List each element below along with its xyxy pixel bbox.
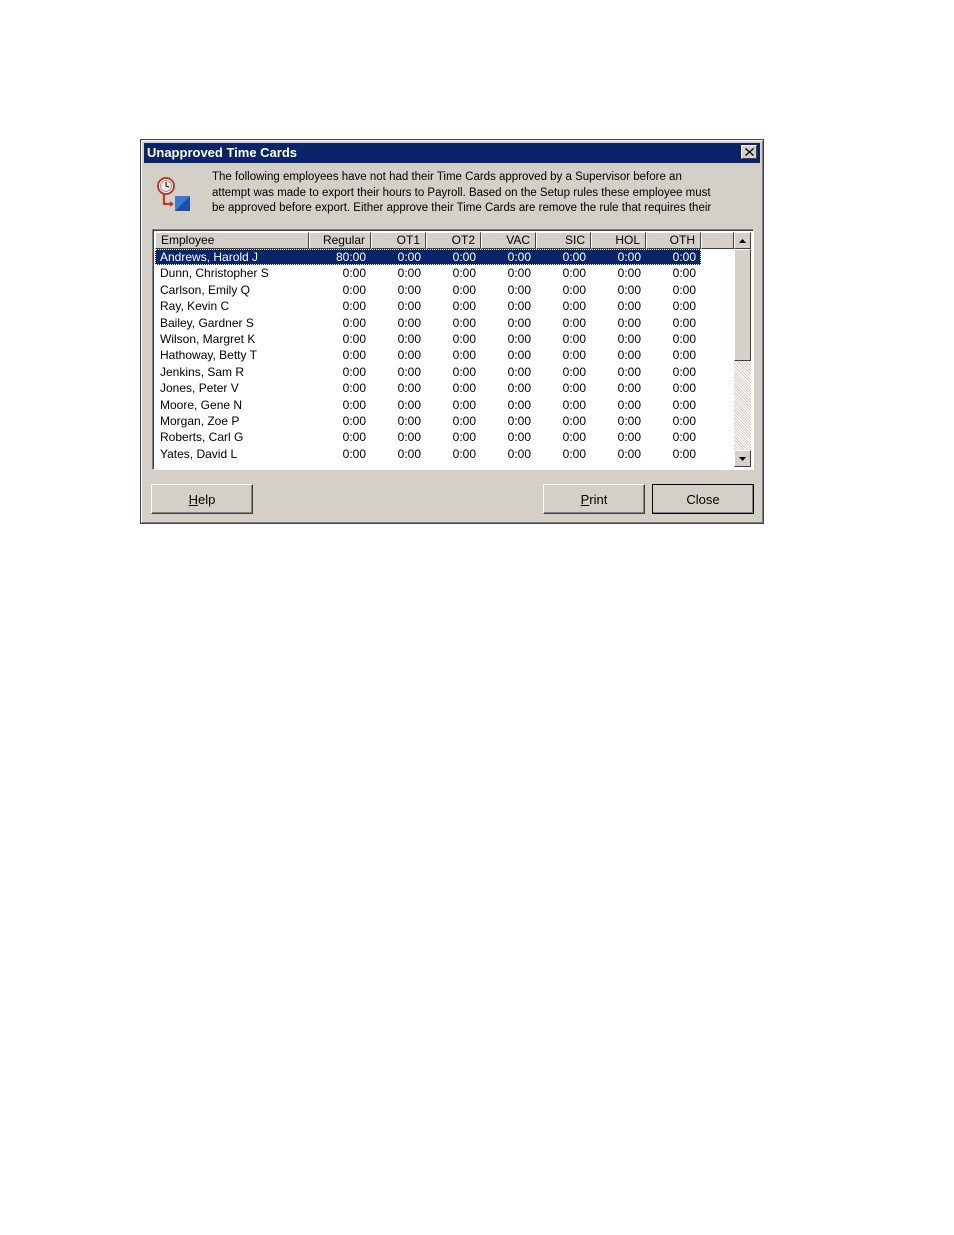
clock-export-icon [155,176,193,216]
hours-cell-vac: 0:00 [507,397,531,412]
column-header-ot1[interactable]: OT1 [371,232,426,249]
hours-cell-ot2: 0:00 [452,348,476,363]
hours-cell-ot2: 0:00 [452,413,476,428]
column-header-filler [701,232,734,249]
employee-hours-table[interactable] [152,229,754,470]
hours-cell-ot2: 0:00 [452,446,476,461]
hours-cell-sic: 0:00 [562,364,586,379]
hours-cell-ot1: 0:00 [397,364,421,379]
column-header-hol[interactable]: HOL [591,232,646,249]
help-label-rest: elp [198,491,216,507]
hours-cell-oth: 0:00 [672,250,696,264]
employee-name-cell: Bailey, Gardner S [160,315,254,330]
hours-cell-ot2: 0:00 [452,331,476,346]
hours-cell-vac: 0:00 [507,315,531,330]
hours-cell-ot2: 0:00 [452,315,476,330]
hours-cell-regular: 0:00 [342,430,366,445]
hours-cell-regular: 0:00 [342,299,366,314]
hours-cell-ot2: 0:00 [452,397,476,412]
scroll-up-arrow-icon [739,239,746,243]
hours-cell-ot1: 0:00 [397,446,421,461]
close-window-button[interactable] [741,145,757,159]
hours-cell-vac: 0:00 [507,299,531,314]
hours-cell-hol: 0:00 [617,430,641,445]
table-row[interactable] [155,315,701,331]
hours-cell-hol: 0:00 [617,315,641,330]
hours-cell-oth: 0:00 [672,446,696,461]
hours-cell-regular: 0:00 [342,364,366,379]
hours-cell-ot1: 0:00 [397,413,421,428]
hours-cell-ot2: 0:00 [452,266,476,281]
hours-cell-hol: 0:00 [617,413,641,428]
hours-cell-ot1: 0:00 [397,299,421,314]
table-row[interactable] [155,429,701,445]
message-line: The following employees have not had their Time Cards approved by a Supervisor before an [212,171,682,183]
hours-cell-ot2: 0:00 [452,430,476,445]
print-button[interactable] [543,484,645,514]
hours-cell-sic: 0:00 [562,446,586,461]
hours-cell-regular: 80:00 [335,250,366,264]
column-header-employee[interactable]: Employee [155,232,309,249]
hours-cell-hol: 0:00 [617,299,641,314]
hours-cell-regular: 0:00 [342,397,366,412]
hours-cell-hol: 0:00 [617,381,641,396]
table-row[interactable] [155,249,701,265]
hours-cell-ot1: 0:00 [397,315,421,330]
column-header-sic[interactable]: SIC [536,232,591,249]
employee-name-cell: Jones, Peter V [160,381,239,396]
help-mnemonic: H [188,491,199,507]
hours-cell-regular: 0:00 [342,315,366,330]
scroll-down-button[interactable] [734,450,751,467]
hours-cell-ot2: 0:00 [452,381,476,396]
hours-cell-oth: 0:00 [672,430,696,445]
hours-cell-ot1: 0:00 [397,348,421,363]
hours-cell-hol: 0:00 [617,397,641,412]
hours-cell-sic: 0:00 [562,413,586,428]
hours-cell-vac: 0:00 [507,381,531,396]
scrollbar-thumb[interactable] [734,249,751,361]
hours-cell-sic: 0:00 [562,299,586,314]
close-icon [745,148,754,156]
hours-cell-oth: 0:00 [672,266,696,281]
table-row[interactable] [155,397,701,413]
table-row[interactable] [155,298,701,314]
employee-name-cell: Andrews, Harold J [160,250,259,264]
hours-cell-vac: 0:00 [507,282,531,297]
hours-cell-regular: 0:00 [342,348,366,363]
hours-cell-hol: 0:00 [617,446,641,461]
message-line: attempt was made to export their hours to Payroll. Based on the Setup rules these employee must [212,186,711,199]
hours-cell-oth: 0:00 [672,299,696,314]
employee-name-cell: Yates, David L [160,446,238,461]
employee-name-cell: Jenkins, Sam R [160,364,245,379]
hours-cell-ot2: 0:00 [452,282,476,297]
hours-cell-vac: 0:00 [507,413,531,428]
print-label-rest: rint [589,491,608,507]
table-row[interactable] [155,446,701,462]
table-row[interactable] [155,364,701,380]
help-button[interactable] [151,484,253,514]
table-body [155,249,701,467]
hours-cell-ot2: 0:00 [452,364,476,379]
table-header [155,232,734,249]
hours-cell-regular: 0:00 [342,331,366,346]
hours-cell-sic: 0:00 [562,282,586,297]
hours-cell-hol: 0:00 [617,282,641,297]
hours-cell-ot1: 0:00 [397,381,421,396]
hours-cell-oth: 0:00 [672,413,696,428]
message-text [212,170,752,217]
scroll-down-arrow-icon [739,457,746,461]
hours-cell-vac: 0:00 [507,446,531,461]
hours-cell-vac: 0:00 [507,331,531,346]
hours-cell-hol: 0:00 [617,250,641,264]
hours-cell-regular: 0:00 [342,413,366,428]
employee-name-cell: Ray, Kevin C [160,299,230,314]
message-line: be approved before export. Either approve their Time Cards are remove the rule that requires their [212,202,712,214]
hours-cell-sic: 0:00 [562,348,586,363]
employee-name-cell: Morgan, Zoe P [160,413,240,428]
hours-cell-ot1: 0:00 [397,282,421,297]
print-mnemonic: P [580,491,590,507]
hours-cell-hol: 0:00 [617,348,641,363]
hours-cell-ot2: 0:00 [452,250,476,264]
hours-cell-ot1: 0:00 [397,430,421,445]
hours-cell-hol: 0:00 [617,364,641,379]
hours-cell-regular: 0:00 [342,446,366,461]
title-bar[interactable] [144,143,760,163]
hours-cell-sic: 0:00 [562,250,586,264]
hours-cell-hol: 0:00 [617,266,641,281]
hours-cell-oth: 0:00 [672,381,696,396]
hours-cell-hol: 0:00 [617,331,641,346]
hours-cell-oth: 0:00 [672,282,696,297]
hours-cell-sic: 0:00 [562,331,586,346]
hours-cell-sic: 0:00 [562,381,586,396]
table-row[interactable] [155,282,701,298]
employee-name-cell: Moore, Gene N [160,397,243,412]
employee-name-cell: Dunn, Christopher S [160,266,269,281]
hours-cell-ot1: 0:00 [397,250,421,264]
employee-name-cell: Carlson, Emily Q [160,282,251,297]
hours-cell-ot1: 0:00 [397,266,421,281]
hours-cell-regular: 0:00 [342,282,366,297]
employee-name-cell: Wilson, Margret K [160,331,256,346]
hours-cell-sic: 0:00 [562,266,586,281]
hours-cell-oth: 0:00 [672,348,696,363]
employee-name-cell: Roberts, Carl G [160,430,244,445]
hours-cell-vac: 0:00 [507,266,531,281]
hours-cell-ot1: 0:00 [397,331,421,346]
table-row[interactable] [155,347,701,363]
unapproved-time-cards-dialog [140,139,764,524]
hours-cell-vac: 0:00 [507,250,531,264]
hours-cell-sic: 0:00 [562,397,586,412]
dialog-title: Unapproved Time Cards [147,145,298,160]
column-header-vac[interactable]: VAC [481,232,536,249]
hours-cell-sic: 0:00 [562,430,586,445]
scroll-up-button[interactable] [734,232,751,249]
table-row[interactable] [155,413,701,429]
table-row[interactable] [155,331,701,347]
table-row[interactable] [155,265,701,281]
hours-cell-regular: 0:00 [342,266,366,281]
hours-cell-vac: 0:00 [507,364,531,379]
hours-cell-regular: 0:00 [342,381,366,396]
column-header-oth[interactable]: OTH [646,232,701,249]
hours-cell-sic: 0:00 [562,315,586,330]
hours-cell-oth: 0:00 [672,331,696,346]
hours-cell-vac: 0:00 [507,430,531,445]
hours-cell-ot1: 0:00 [397,397,421,412]
table-row[interactable] [155,380,701,396]
column-header-ot2[interactable]: OT2 [426,232,481,249]
hours-cell-oth: 0:00 [672,397,696,412]
hours-cell-ot2: 0:00 [452,299,476,314]
column-header-regular[interactable]: Regular [309,232,371,249]
hours-cell-oth: 0:00 [672,315,696,330]
employee-name-cell: Hathoway, Betty T [160,348,257,363]
hours-cell-oth: 0:00 [672,364,696,379]
hours-cell-vac: 0:00 [507,348,531,363]
close-button[interactable]: Close [652,484,754,514]
vertical-scrollbar[interactable] [734,232,751,467]
